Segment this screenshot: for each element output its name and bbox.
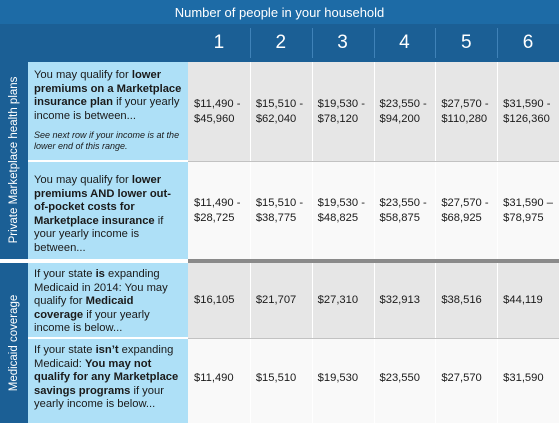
income-value: $23,550 [379,371,420,384]
income-value: $62,040 [255,112,297,125]
income-value: $15,510 - [255,197,304,209]
income-value: $15,510 - [255,98,304,110]
label-emphasis: You may not qualify for any Marketplace savings programs [34,357,179,397]
income-cell [312,263,374,339]
income-cell [435,263,497,339]
row-note: See next row if your income is at the lower end of this range. [34,130,180,152]
column-separator [250,263,251,339]
label-text: if your yearly income is between... [34,96,180,122]
income-value: $126,360 [503,112,550,125]
row-label [28,339,188,423]
column-separator [312,263,313,339]
label-text: You may qualify for [34,69,132,81]
household-size-4: 4 [399,32,410,53]
income-value: $16,105 [194,293,235,306]
header-divider [497,28,498,58]
income-cell [312,162,374,259]
income-value: $19,530 [317,371,359,384]
row-label [28,162,188,259]
label-text: If your state [34,268,96,280]
income-cell [435,339,497,423]
row-label [28,62,188,161]
income-cell [435,162,497,259]
income-cell [497,62,559,161]
label-text: if your yearly income is below... [34,308,150,335]
income-value: $48,825 [317,211,359,224]
income-value: $27,570 - [441,197,489,209]
column-separator [312,62,313,161]
income-cell [374,62,436,161]
income-value: $38,775 [255,211,297,224]
income-value: $19,530 - [317,197,365,209]
household-size-6: 6 [522,32,534,53]
household-size-title: Number of people in your household [0,0,559,24]
label-emphasis: Medicaid coverage [34,295,134,321]
income-value: $78,120 [317,112,359,125]
income-value: $27,570 [441,371,482,384]
income-cell [374,162,436,259]
column-separator [497,162,498,259]
income-value: $78,975 [503,211,544,224]
label-divider [28,259,188,263]
income-cell [188,62,250,161]
header-divider [312,28,313,58]
section-label-medicaid: Medicaid coverage [8,294,20,392]
income-value: $45,960 [194,112,235,125]
label-divider [28,337,188,339]
income-value: $21,707 [255,293,297,306]
household-size-3: 3 [337,32,348,53]
income-cell [497,263,559,339]
label-emphasis: isn’t [95,344,119,356]
column-separator [312,162,313,259]
income-cell [497,162,559,259]
income-value: $31,590 - [503,98,551,110]
income-value: $19,530 - [317,98,365,110]
household-size-header [0,24,559,62]
column-separator [497,62,498,161]
table-row [188,263,559,339]
income-value: $94,200 [379,112,420,125]
section-divider [188,259,559,263]
column-separator [312,339,313,423]
income-cell [250,263,312,339]
row-label-text [34,268,182,336]
income-value: $27,570 - [441,98,489,110]
income-value: $15,510 [255,371,297,384]
income-value: $68,925 [441,211,482,224]
label-text: if your yearly income is below... [34,384,164,411]
row-label-text [34,344,182,412]
column-separator [374,263,375,339]
income-value: $28,725 [194,211,235,224]
income-cell [250,62,312,161]
column-separator [497,263,498,339]
income-value: $23,550 - [379,98,427,110]
income-value: $11,490 - [194,197,241,209]
income-value: $58,875 [379,211,420,224]
label-text: If your state [34,344,96,356]
label-text: expanding Medicaid in 2014: You may qualify for [34,268,168,308]
row-divider [188,161,559,162]
income-value: $110,280 [441,112,488,125]
column-separator [435,162,436,259]
column-separator [250,162,251,259]
header-divider [435,28,436,58]
header-divider [250,28,251,58]
header-divider [374,28,375,58]
row-label-text [34,69,182,123]
column-separator [374,339,375,423]
income-value: $31,590 [503,371,544,384]
column-separator [435,62,436,161]
income-cell [188,162,250,259]
income-value: $31,590 – [503,197,553,209]
income-value: $27,310 [317,293,359,306]
table-row [188,62,559,161]
income-cell [312,339,374,423]
column-separator [374,62,375,161]
column-separator [497,339,498,423]
income-cell [188,339,250,423]
row-divider [188,338,559,339]
row-label-text [34,174,182,256]
income-cell [374,339,436,423]
household-size-1: 1 [213,32,225,53]
income-cell [250,339,312,423]
income-cell [188,263,250,339]
section-label-private: Private Marketplace health plans [8,76,20,244]
label-emphasis: is [95,268,105,280]
column-separator [435,263,436,339]
column-separator [250,62,251,161]
label-emphasis: lower premiums on a Marketplace insurance plan [34,69,182,109]
income-value: $11,490 - [194,98,241,110]
income-cell [374,263,436,339]
table-row [188,339,559,423]
column-separator [435,339,436,423]
label-text: You may qualify for [34,174,132,186]
income-value: $23,550 - [379,197,427,209]
income-value: $11,490 [194,371,234,384]
income-value: $38,516 [441,293,482,306]
row-label [28,263,188,339]
household-size-2: 2 [275,32,287,53]
label-text: expanding Medicaid: [34,344,174,370]
table-row [188,162,559,259]
column-separator [374,162,375,259]
column-separator [250,339,251,423]
label-text: if your yearly income is between... [34,214,164,254]
income-value: $32,913 [379,293,420,306]
income-cell [312,62,374,161]
income-cell [497,339,559,423]
income-cell [250,162,312,259]
household-size-5: 5 [460,32,472,53]
income-value: $44,119 [503,293,543,306]
label-emphasis: lower premiums AND lower out-of-pocket costs for Marketplace insurance [34,174,171,227]
income-cell [435,62,497,161]
label-divider [28,160,188,162]
